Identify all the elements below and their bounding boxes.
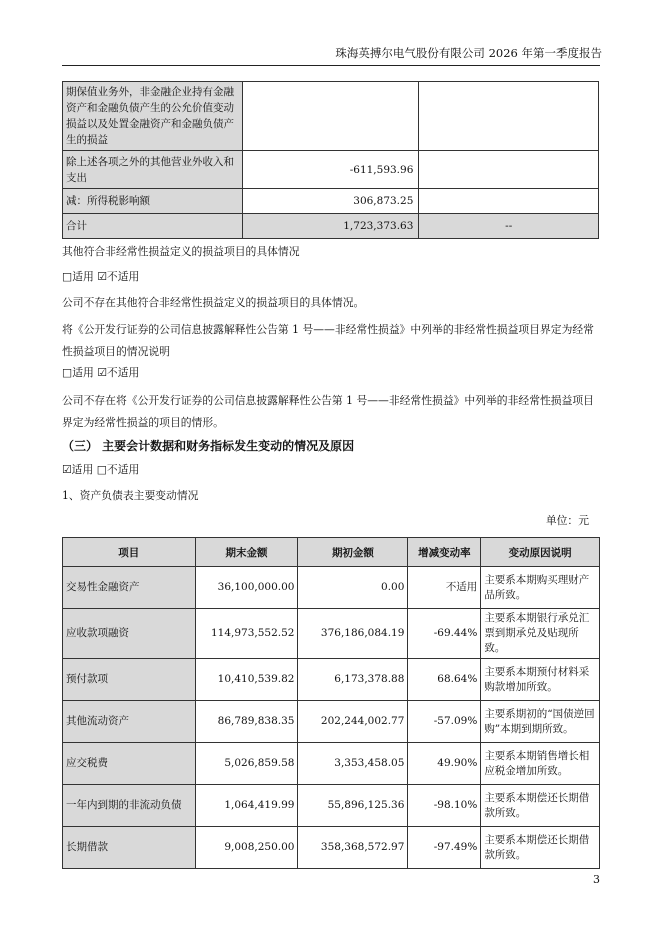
table-row — [63, 151, 599, 189]
change-rate-cell: -69.44% — [408, 609, 481, 659]
row-label: 减：所得税影响额 — [63, 189, 243, 214]
checkbox-line: ☑适用 □不适用 — [62, 463, 140, 476]
row-note — [419, 151, 599, 189]
change-rate-cell: -98.10% — [408, 785, 481, 827]
balance-sheet-changes-table — [62, 537, 600, 869]
paragraph: 将《公开发行证券的公司信息披露解释性公告第 1 号——非经常性损益》中列举的非经常性损益项目界定为经常性损益项目的情况说明 — [62, 323, 594, 358]
checkbox-line: □适用 ☑不适用 — [62, 366, 140, 379]
end-amount-cell: 36,100,000.00 — [195, 567, 298, 609]
checkbox-line: □适用 ☑不适用 — [62, 270, 140, 283]
change-rate-cell: 不适用 — [408, 567, 481, 609]
end-amount-cell: 114,973,552.52 — [195, 609, 298, 659]
begin-amount-cell: 3,353,458.05 — [298, 743, 408, 785]
item-cell: 其他流动资产 — [63, 701, 196, 743]
item-cell: 应交税费 — [63, 743, 196, 785]
section-title: （三） 主要会计数据和财务指标发生变动的情况及原因 — [62, 439, 355, 453]
reason-cell: 主要系本期销售增长相应税金增加所致。 — [481, 743, 600, 785]
end-amount-cell: 1,064,419.99 — [195, 785, 298, 827]
table-row — [63, 743, 600, 785]
non-recurring-items-table — [62, 81, 599, 239]
change-rate-cell: 68.64% — [408, 659, 481, 701]
column-header: 增减变动率 — [408, 538, 481, 567]
row-note — [419, 189, 599, 214]
begin-amount-cell: 202,244,002.77 — [298, 701, 408, 743]
column-header: 项目 — [63, 538, 196, 567]
row-label: 期保值业务外，非金融企业持有金融资产和金融负债产生的公允价值变动损益以及处置金融资产和金融负债产生的损益 — [63, 82, 243, 151]
begin-amount-cell: 6,173,378.88 — [298, 659, 408, 701]
reason-cell: 主要系本期购买理财产品所致。 — [481, 567, 600, 609]
table-row — [63, 82, 599, 151]
reason-cell: 主要系本期银行承兑汇票到期承兑及贴现所致。 — [481, 609, 600, 659]
paragraph: 其他符合非经常性损益定义的损益项目的具体情况 — [62, 245, 300, 258]
paragraph: 公司不存在将《公开发行证券的公司信息披露解释性公告第 1 号——非经常性损益》中列举的非经常性损益项目界定为经常性损益的项目的情形。 — [62, 394, 594, 429]
table-row — [63, 609, 600, 659]
change-rate-cell: -97.49% — [408, 827, 481, 869]
row-amount: -611,593.96 — [242, 151, 419, 189]
page-number: 3 — [593, 873, 600, 886]
row-note — [419, 82, 599, 151]
end-amount-cell: 9,008,250.00 — [195, 827, 298, 869]
table-row — [63, 567, 600, 609]
row-amount — [242, 82, 419, 151]
row-amount: 306,873.25 — [242, 189, 419, 214]
begin-amount-cell: 358,368,572.97 — [298, 827, 408, 869]
row-note: -- — [419, 214, 599, 239]
reason-cell: 主要系本期预付材料采购款增加所致。 — [481, 659, 600, 701]
begin-amount-cell: 376,186,084.19 — [298, 609, 408, 659]
paragraph: 公司不存在其他符合非经常性损益定义的损益项目的具体情况。 — [62, 296, 365, 309]
reason-cell: 主要系本期偿还长期借款所致。 — [481, 827, 600, 869]
table-row — [63, 659, 600, 701]
item-cell: 应收款项融资 — [63, 609, 196, 659]
row-label: 除上述各项之外的其他营业外收入和支出 — [63, 151, 243, 189]
report-header-title: 珠海英搏尔电气股份有限公司 2026 年第一季度报告 — [335, 46, 602, 60]
end-amount-cell: 86,789,838.35 — [195, 701, 298, 743]
table-row — [63, 827, 600, 869]
item-cell: 预付款项 — [63, 659, 196, 701]
change-rate-cell: 49.90% — [408, 743, 481, 785]
end-amount-cell: 10,410,539.82 — [195, 659, 298, 701]
item-cell: 一年内到期的非流动负债 — [63, 785, 196, 827]
column-header: 期初金额 — [298, 538, 408, 567]
header-divider — [62, 65, 600, 66]
row-amount: 1,723,373.63 — [242, 214, 419, 239]
reason-cell: 主要系本期偿还长期借款所致。 — [481, 785, 600, 827]
table-row — [63, 189, 599, 214]
begin-amount-cell: 55,896,125.36 — [298, 785, 408, 827]
sub-heading: 1、资产负债表主要变动情况 — [62, 489, 199, 502]
table-row — [63, 701, 600, 743]
begin-amount-cell: 0.00 — [298, 567, 408, 609]
item-cell: 交易性金融资产 — [63, 567, 196, 609]
table-row — [63, 214, 599, 239]
column-header: 期末金额 — [195, 538, 298, 567]
end-amount-cell: 5,026,859.58 — [195, 743, 298, 785]
item-cell: 长期借款 — [63, 827, 196, 869]
row-label: 合计 — [63, 214, 243, 239]
reason-cell: 主要系期初的“国债逆回购”本期到期所致。 — [481, 701, 600, 743]
table-header-row — [63, 538, 600, 567]
column-header: 变动原因说明 — [481, 538, 600, 567]
change-rate-cell: -57.09% — [408, 701, 481, 743]
table-row — [63, 785, 600, 827]
unit-label: 单位：元 — [545, 514, 589, 527]
